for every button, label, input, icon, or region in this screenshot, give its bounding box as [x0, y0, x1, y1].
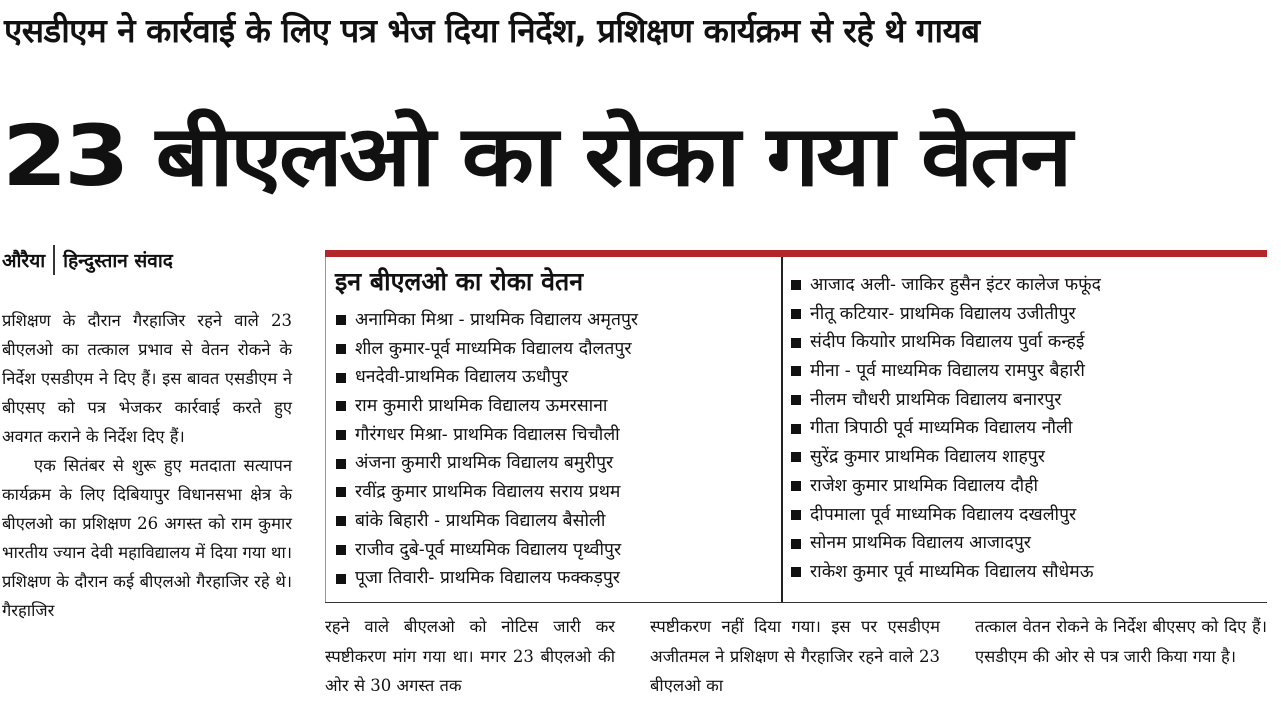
square-bullet-icon: [336, 516, 346, 526]
square-bullet-icon: [791, 510, 801, 520]
square-bullet-icon: [336, 574, 346, 584]
square-bullet-icon: [791, 338, 801, 348]
list-item-text: राजीव दुबे-पूर्व माध्यमिक विद्यालय पृथ्वीपुर: [355, 539, 622, 560]
list-item-text: पूजा तिवारी- प्राथमिक विद्यालय फक्कड़पुर: [355, 568, 620, 589]
list-item: [336, 564, 638, 593]
box-column-divider: [781, 257, 783, 602]
square-bullet-icon: [791, 567, 801, 577]
list-item: [791, 414, 1101, 443]
box-bottom-border: [325, 602, 1267, 603]
square-bullet-icon: [791, 366, 801, 376]
square-bullet-icon: [791, 452, 801, 462]
byline-source: हिन्दुस्तान संवाद: [63, 250, 173, 272]
blo-list-right: [791, 271, 1101, 587]
square-bullet-icon: [336, 545, 346, 555]
list-item-text: शील कुमार-पूर्व माध्यमिक विद्यालय दौलतपुर: [355, 338, 632, 359]
byline-place: औरैया: [2, 250, 46, 272]
square-bullet-icon: [336, 373, 346, 383]
square-bullet-icon: [336, 344, 346, 354]
list-item: [791, 357, 1101, 386]
list-item-text: रवींद्र कुमार प्राथमिक विद्यालय सराय प्रथम: [355, 482, 621, 503]
list-item: [336, 536, 638, 565]
list-item-text: आजाद अली- जाकिर हुसैन इंटर कालेज फफूंद: [810, 275, 1101, 295]
list-item-text: दीपमाला पूर्व माध्यमिक विद्यालय दखलीपुर: [810, 504, 1077, 525]
list-item: [336, 421, 638, 450]
square-bullet-icon: [791, 424, 801, 434]
article-paragraph-2: एक सितंबर से शुरू हुए मतदाता सत्यापन कार्यक्रम के लिए दिबियापुर विधानसभा क्षेत्र के बीएलओ का प्रशिक्षण 26 अगस्त को राम कुमार भारतीय ज्यान देवी महाविद्यालय में दिया गया था। प्रशिक्षण के दौरान कई बीएलओ गैरहाजिर रहे थे। गैरहाजिर: [2, 456, 292, 620]
list-item: [791, 529, 1101, 558]
square-bullet-icon: [336, 315, 346, 325]
article-column-1: [2, 306, 292, 625]
article-column-4: तत्काल वेतन रोकने के निर्देश बीएसए को दिए हैं। एसडीएम की ओर से पत्र जारी किया गया है।: [975, 617, 1267, 666]
list-item: [336, 392, 638, 421]
box-left-border: [325, 257, 326, 602]
list-item-text: अंजना कुमारी प्राथमिक विद्यालय बमुरीपुर: [355, 453, 614, 474]
article-paragraph-1: प्रशिक्षण के दौरान गैरहाजिर रहने वाले 23 बीएलओ का तत्काल प्रभाव से वेतन रोकने के निर्देश एसडीएम ने दिए हैं। इस बावत एसडीएम ने बीएसए को पत्र भेजकर कार्रवाई करते हुए अवगत कराने के निर्देश दिए हैं।: [2, 311, 292, 446]
article-column-3: स्पष्टीकरण नहीं दिया गया। इस पर एसडीएम अजीतमल ने प्रशिक्षण से गैरहाजिर रहने वाले 23 बीएलओ का: [650, 617, 940, 695]
blo-list-left: [336, 306, 638, 593]
list-item: [791, 472, 1101, 501]
list-item-text: अनामिका मिश्रा - प्राथमिक विद्यालय अमृतपुर: [355, 310, 639, 330]
square-bullet-icon: [791, 309, 801, 319]
list-item: [336, 449, 638, 478]
square-bullet-icon: [336, 430, 346, 440]
list-item: [791, 300, 1101, 329]
square-bullet-icon: [791, 539, 801, 549]
list-item: [336, 507, 638, 536]
list-item: [336, 335, 638, 364]
list-item: [791, 328, 1101, 357]
list-item-text: राम कुमारी प्राथमिक विद्यालय ऊमरसाना: [355, 396, 608, 417]
byline: [2, 243, 173, 277]
list-item-text: धनदेवी-प्राथमिक विद्यालय ऊधौपुर: [355, 367, 569, 388]
square-bullet-icon: [336, 459, 346, 469]
list-item-text: सोनम प्राथमिक विद्यालय आजादपुर: [810, 533, 1031, 554]
square-bullet-icon: [336, 401, 346, 411]
list-item-text: नीतू कटियार- प्राथमिक विद्यालय उजीतीपुर: [810, 303, 1076, 324]
box-title: इन बीएलओ का रोका वेतन: [335, 267, 584, 296]
list-item: [791, 386, 1101, 415]
list-item-text: बांके बिहारी - प्राथमिक विद्यालय बैसोली: [355, 510, 606, 531]
list-item-text: सुरेंद्र कुमार प्राथमिक विद्यालय शाहपुर: [810, 447, 1045, 468]
list-item: [791, 443, 1101, 472]
list-item: [791, 271, 1101, 300]
byline-separator: [53, 245, 55, 275]
main-headline: 23 बीएलओ का रोका गया वेतन: [2, 107, 1070, 205]
list-item: [336, 306, 638, 335]
square-bullet-icon: [791, 395, 801, 405]
list-item-text: संदीप कियाोर प्राथमिक विद्यालय पुर्वा कन्हई: [810, 332, 1085, 353]
list-item-text: राजेश कुमार प्राथमिक विद्यालय दौही: [810, 475, 1039, 496]
list-item: [791, 558, 1101, 587]
article-column-2: रहने वाले बीएलओ को नोटिस जारी कर स्पष्टीकरण मांग गया था। मगर 23 बीएलओ की ओर से 30 अगस्त तक: [325, 617, 615, 695]
list-item-text: नीलम चौधरी प्राथमिक विद्यालय बनारपुर: [810, 389, 1062, 410]
list-item: [336, 363, 638, 392]
list-item: [336, 478, 638, 507]
list-item-text: गौरंगधर मिश्रा- प्राथमिक विद्यालस चिचौली: [355, 424, 620, 445]
list-item-text: राकेश कुमार पूर्व माध्यमिक विद्यालय सौधेमऊ: [810, 561, 1094, 582]
list-item-text: मीना - पूर्व माध्यमिक विद्यालय रामपुर बैहारी: [810, 361, 1085, 382]
square-bullet-icon: [791, 481, 801, 491]
list-item-text: गीता त्रिपाठी पूर्व माध्यमिक विद्यालय नौली: [810, 418, 1073, 439]
square-bullet-icon: [791, 280, 801, 290]
kicker-headline: एसडीएम ने कार्रवाई के लिए पत्र भेज दिया निर्देश, प्रशिक्षण कार्यक्रम से रहे थे गायब: [4, 11, 980, 50]
square-bullet-icon: [336, 487, 346, 497]
box-top-rule: [325, 250, 1267, 257]
list-item: [791, 501, 1101, 530]
